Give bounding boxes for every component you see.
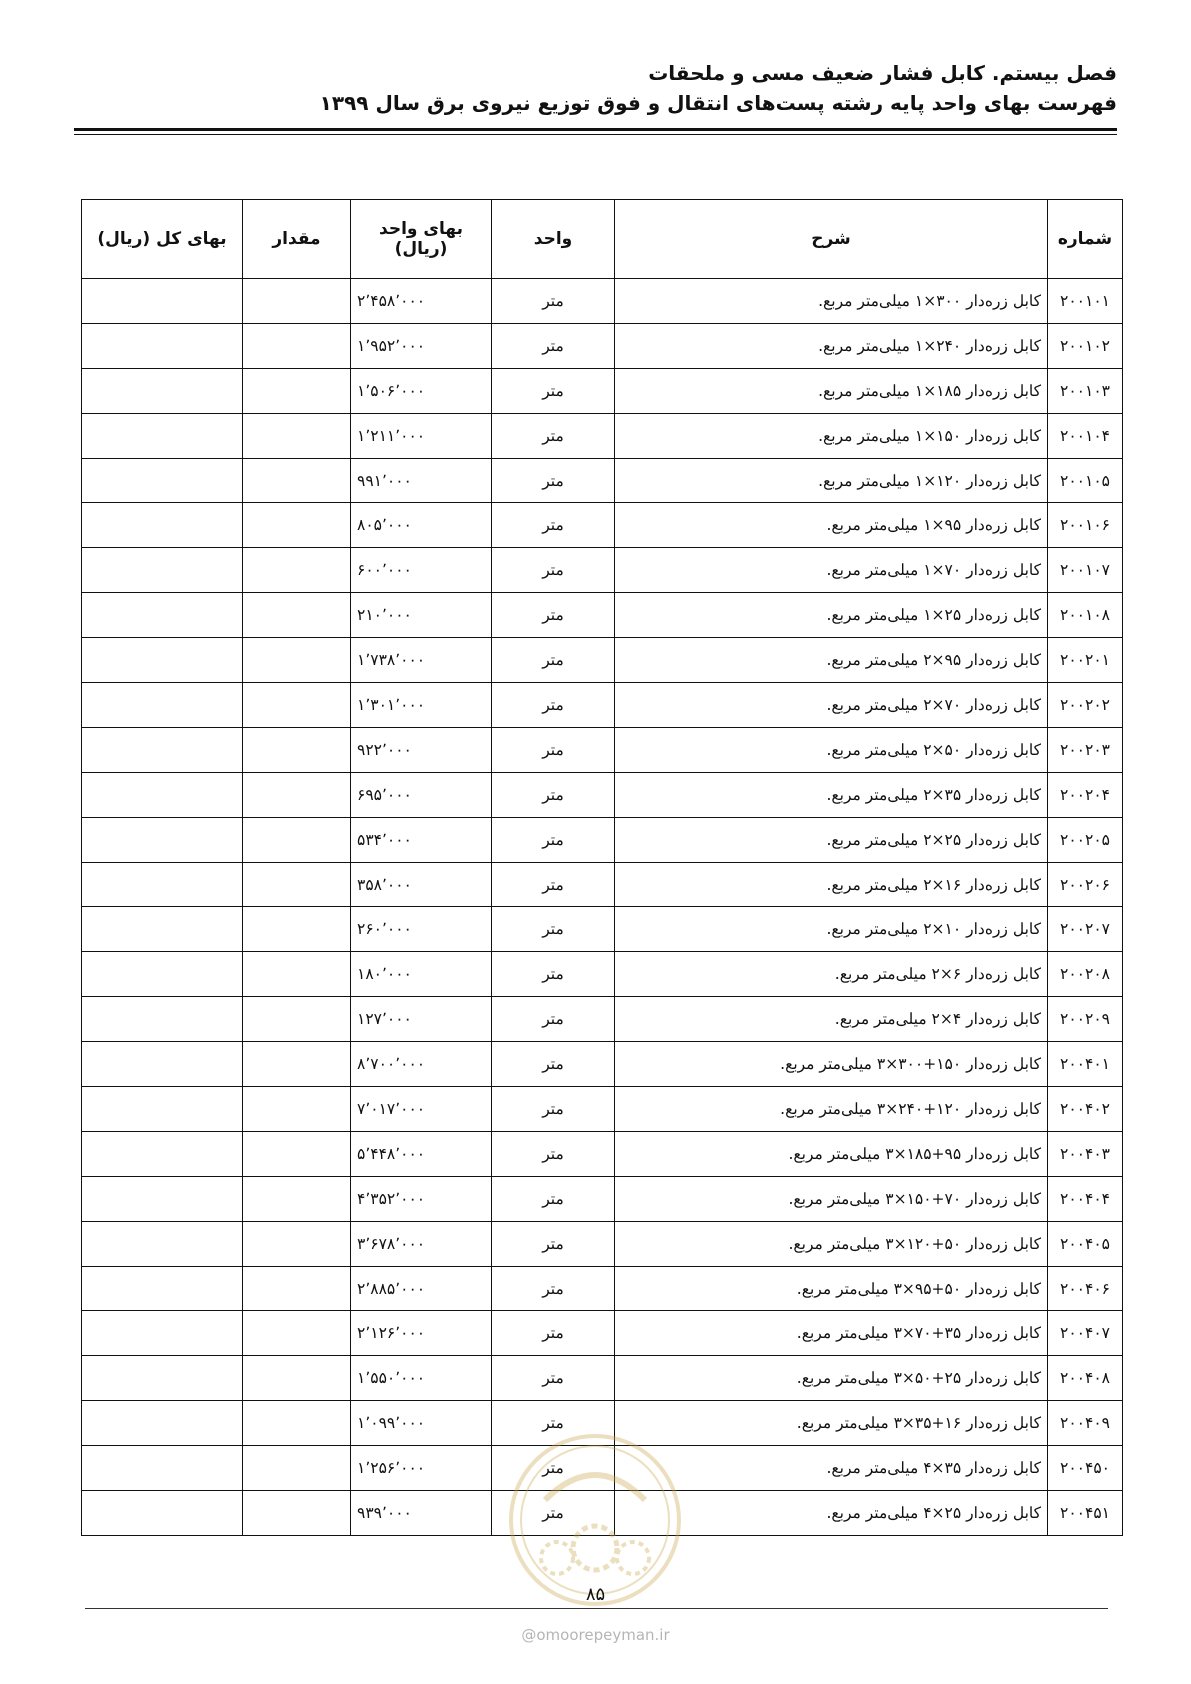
row-unit-price: ۲۶۰٬۰۰۰ — [351, 907, 492, 952]
row-unit-price: ۲٬۸۸۵٬۰۰۰ — [351, 1266, 492, 1311]
row-unit: متر — [492, 1176, 615, 1221]
row-unit-price: ۵٬۴۴۸٬۰۰۰ — [351, 1131, 492, 1176]
row-code: ۲۰۰۴۵۰ — [1048, 1446, 1123, 1491]
row-total-price — [82, 593, 243, 638]
row-unit-price: ۸٬۷۰۰٬۰۰۰ — [351, 1042, 492, 1087]
table-row — [82, 1221, 1123, 1266]
table-row — [82, 503, 1123, 548]
row-unit-price: ۵۳۴٬۰۰۰ — [351, 817, 492, 862]
row-code: ۲۰۰۴۰۱ — [1048, 1042, 1123, 1087]
page-number: ۸۵ — [585, 1584, 606, 1605]
row-unit-price: ۶۹۵٬۰۰۰ — [351, 772, 492, 817]
row-total-price — [82, 1491, 243, 1536]
row-code: ۲۰۰۴۰۴ — [1048, 1176, 1123, 1221]
row-total-price — [82, 1401, 243, 1446]
row-total-price — [82, 413, 243, 458]
row-unit-price: ۱٬۵۰۶٬۰۰۰ — [351, 368, 492, 413]
row-unit: متر — [492, 1401, 615, 1446]
row-total-price — [82, 323, 243, 368]
row-total-price — [82, 1087, 243, 1132]
row-description: کابل زره‌دار ۱۲۰+۲۴۰×۳ میلی‌متر مربع. — [615, 1087, 1048, 1132]
row-total-price — [82, 683, 243, 728]
row-quantity — [243, 1176, 351, 1221]
row-unit-price: ۹۳۹٬۰۰۰ — [351, 1491, 492, 1536]
row-total-price — [82, 907, 243, 952]
row-quantity — [243, 817, 351, 862]
row-unit-price: ۳٬۶۷۸٬۰۰۰ — [351, 1221, 492, 1266]
row-unit: متر — [492, 862, 615, 907]
row-code: ۲۰۰۱۰۱ — [1048, 279, 1123, 324]
row-unit-price: ۱٬۷۳۸٬۰۰۰ — [351, 638, 492, 683]
row-description: کابل زره‌دار ۷۰×۲ میلی‌متر مربع. — [615, 683, 1048, 728]
row-quantity — [243, 1266, 351, 1311]
row-unit-price: ۹۹۱٬۰۰۰ — [351, 458, 492, 503]
row-unit: متر — [492, 503, 615, 548]
table-row — [82, 548, 1123, 593]
row-unit-price: ۱٬۹۵۲٬۰۰۰ — [351, 323, 492, 368]
row-quantity — [243, 593, 351, 638]
row-unit: متر — [492, 1131, 615, 1176]
row-description: کابل زره‌دار ۴×۲ میلی‌متر مربع. — [615, 997, 1048, 1042]
row-description: کابل زره‌دار ۳۵×۲ میلی‌متر مربع. — [615, 772, 1048, 817]
table-row — [82, 1087, 1123, 1132]
row-unit: متر — [492, 279, 615, 324]
row-unit: متر — [492, 952, 615, 997]
row-code: ۲۰۰۴۰۸ — [1048, 1356, 1123, 1401]
row-quantity — [243, 727, 351, 772]
table-row — [82, 368, 1123, 413]
row-total-price — [82, 952, 243, 997]
table-row — [82, 862, 1123, 907]
row-unit: متر — [492, 1221, 615, 1266]
row-description: کابل زره‌دار ۲۴۰×۱ میلی‌متر مربع. — [615, 323, 1048, 368]
row-unit: متر — [492, 458, 615, 503]
row-code: ۲۰۰۴۰۲ — [1048, 1087, 1123, 1132]
row-description: کابل زره‌دار ۳۵+۷۰×۳ میلی‌متر مربع. — [615, 1311, 1048, 1356]
row-description: کابل زره‌دار ۱۶×۲ میلی‌متر مربع. — [615, 862, 1048, 907]
row-unit: متر — [492, 817, 615, 862]
table-row — [82, 997, 1123, 1042]
row-quantity — [243, 1356, 351, 1401]
row-code: ۲۰۰۲۰۸ — [1048, 952, 1123, 997]
row-quantity — [243, 1131, 351, 1176]
row-code: ۲۰۰۱۰۵ — [1048, 458, 1123, 503]
row-total-price — [82, 1311, 243, 1356]
table-row — [82, 1266, 1123, 1311]
row-unit: متر — [492, 683, 615, 728]
table-row — [82, 907, 1123, 952]
row-description: کابل زره‌دار ۹۵+۱۸۵×۳ میلی‌متر مربع. — [615, 1131, 1048, 1176]
header-unit-price — [351, 200, 492, 279]
row-quantity — [243, 1087, 351, 1132]
row-quantity — [243, 1491, 351, 1536]
watermark-text: @omoorepeyman.ir — [521, 1626, 670, 1644]
row-code: ۲۰۰۲۰۹ — [1048, 997, 1123, 1042]
table-row — [82, 817, 1123, 862]
row-quantity — [243, 1401, 351, 1446]
page-header — [67, 58, 1117, 118]
row-quantity — [243, 1446, 351, 1491]
row-description: کابل زره‌دار ۹۵×۱ میلی‌متر مربع. — [615, 503, 1048, 548]
row-unit-price: ۴٬۳۵۲٬۰۰۰ — [351, 1176, 492, 1221]
row-quantity — [243, 458, 351, 503]
table-row — [82, 458, 1123, 503]
row-unit-price: ۱٬۲۵۶٬۰۰۰ — [351, 1446, 492, 1491]
row-unit-price: ۳۵۸٬۰۰۰ — [351, 862, 492, 907]
row-description: کابل زره‌دار ۷۰+۱۵۰×۳ میلی‌متر مربع. — [615, 1176, 1048, 1221]
table-row — [82, 593, 1123, 638]
row-code: ۲۰۰۲۰۱ — [1048, 638, 1123, 683]
row-unit-price: ۸۰۵٬۰۰۰ — [351, 503, 492, 548]
row-quantity — [243, 638, 351, 683]
header-description: شرح — [615, 200, 1048, 279]
table-row — [82, 413, 1123, 458]
row-unit-price: ۲٬۱۲۶٬۰۰۰ — [351, 1311, 492, 1356]
row-total-price — [82, 368, 243, 413]
row-total-price — [82, 1446, 243, 1491]
row-description: کابل زره‌دار ۱۸۵×۱ میلی‌متر مربع. — [615, 368, 1048, 413]
row-code: ۲۰۰۱۰۳ — [1048, 368, 1123, 413]
row-unit: متر — [492, 323, 615, 368]
row-description: کابل زره‌دار ۵۰×۲ میلی‌متر مربع. — [615, 727, 1048, 772]
row-quantity — [243, 772, 351, 817]
row-code: ۲۰۰۴۰۷ — [1048, 1311, 1123, 1356]
row-unit-price: ۶۰۰٬۰۰۰ — [351, 548, 492, 593]
row-code: ۲۰۰۲۰۴ — [1048, 772, 1123, 817]
table-row — [82, 1356, 1123, 1401]
row-description: کابل زره‌دار ۲۵×۱ میلی‌متر مربع. — [615, 593, 1048, 638]
row-quantity — [243, 1221, 351, 1266]
table-body — [82, 279, 1123, 1536]
row-total-price — [82, 1042, 243, 1087]
row-unit: متر — [492, 772, 615, 817]
row-quantity — [243, 413, 351, 458]
header-total-price: بهای کل (ریال) — [82, 200, 243, 279]
table-row — [82, 323, 1123, 368]
row-unit-price: ۱٬۵۵۰٬۰۰۰ — [351, 1356, 492, 1401]
row-unit: متر — [492, 1491, 615, 1536]
row-quantity — [243, 862, 351, 907]
seal-logo-icon — [505, 1430, 685, 1610]
row-code: ۲۰۰۴۰۹ — [1048, 1401, 1123, 1446]
row-code: ۲۰۰۲۰۶ — [1048, 862, 1123, 907]
row-code: ۲۰۰۴۰۶ — [1048, 1266, 1123, 1311]
row-total-price — [82, 1131, 243, 1176]
row-unit: متر — [492, 413, 615, 458]
row-total-price — [82, 1176, 243, 1221]
row-unit: متر — [492, 1356, 615, 1401]
table-row — [82, 638, 1123, 683]
row-quantity — [243, 683, 351, 728]
header-rule-thick — [74, 128, 1117, 131]
row-code: ۲۰۰۲۰۲ — [1048, 683, 1123, 728]
row-description: کابل زره‌دار ۲۵+۵۰×۳ میلی‌متر مربع. — [615, 1356, 1048, 1401]
row-code: ۲۰۰۱۰۸ — [1048, 593, 1123, 638]
row-unit-price: ۹۲۲٬۰۰۰ — [351, 727, 492, 772]
row-quantity — [243, 503, 351, 548]
row-total-price — [82, 458, 243, 503]
row-description: کابل زره‌دار ۱۰×۲ میلی‌متر مربع. — [615, 907, 1048, 952]
row-total-price — [82, 1356, 243, 1401]
row-unit: متر — [492, 548, 615, 593]
row-total-price — [82, 862, 243, 907]
table-row — [82, 1131, 1123, 1176]
row-code: ۲۰۰۴۰۵ — [1048, 1221, 1123, 1266]
row-code: ۲۰۰۲۰۳ — [1048, 727, 1123, 772]
row-code: ۲۰۰۲۰۵ — [1048, 817, 1123, 862]
row-total-price — [82, 638, 243, 683]
row-quantity — [243, 279, 351, 324]
row-code: ۲۰۰۲۰۷ — [1048, 907, 1123, 952]
row-unit-price: ۲۱۰٬۰۰۰ — [351, 593, 492, 638]
row-description: کابل زره‌دار ۲۵×۴ میلی‌متر مربع. — [615, 1491, 1048, 1536]
row-total-price — [82, 817, 243, 862]
row-quantity — [243, 952, 351, 997]
row-unit: متر — [492, 1311, 615, 1356]
row-unit-price: ۱۲۷٬۰۰۰ — [351, 997, 492, 1042]
row-description: کابل زره‌دار ۶×۲ میلی‌متر مربع. — [615, 952, 1048, 997]
row-description: کابل زره‌دار ۱۵۰+۳۰۰×۳ میلی‌متر مربع. — [615, 1042, 1048, 1087]
row-unit-price: ۱٬۲۱۱٬۰۰۰ — [351, 413, 492, 458]
row-unit: متر — [492, 1266, 615, 1311]
row-quantity — [243, 548, 351, 593]
row-quantity — [243, 907, 351, 952]
row-unit-price: ۱۸۰٬۰۰۰ — [351, 952, 492, 997]
row-total-price — [82, 279, 243, 324]
row-unit: متر — [492, 997, 615, 1042]
row-description: کابل زره‌دار ۵۰+۹۵×۳ میلی‌متر مربع. — [615, 1266, 1048, 1311]
row-description: کابل زره‌دار ۷۰×۱ میلی‌متر مربع. — [615, 548, 1048, 593]
row-quantity — [243, 368, 351, 413]
row-unit-price: ۲٬۴۵۸٬۰۰۰ — [351, 279, 492, 324]
row-code: ۲۰۰۱۰۲ — [1048, 323, 1123, 368]
table-row — [82, 1176, 1123, 1221]
row-description: کابل زره‌دار ۱۶+۳۵×۳ میلی‌متر مربع. — [615, 1401, 1048, 1446]
row-total-price — [82, 503, 243, 548]
header-unit-price-line1: بهای واحد — [379, 219, 463, 239]
row-description: کابل زره‌دار ۲۵×۲ میلی‌متر مربع. — [615, 817, 1048, 862]
row-total-price — [82, 772, 243, 817]
row-unit: متر — [492, 1446, 615, 1491]
table-row — [82, 279, 1123, 324]
row-unit-price: ۱٬۳۰۱٬۰۰۰ — [351, 683, 492, 728]
table-row — [82, 1042, 1123, 1087]
row-description: کابل زره‌دار ۳۰۰×۱ میلی‌متر مربع. — [615, 279, 1048, 324]
table-header-row — [82, 200, 1123, 279]
row-quantity — [243, 997, 351, 1042]
table-row — [82, 1311, 1123, 1356]
row-description: کابل زره‌دار ۵۰+۱۲۰×۳ میلی‌متر مربع. — [615, 1221, 1048, 1266]
row-description: کابل زره‌دار ۱۵۰×۱ میلی‌متر مربع. — [615, 413, 1048, 458]
header-rule-thin — [74, 134, 1117, 135]
table-row — [82, 727, 1123, 772]
header-unit-price-line2: (ریال) — [394, 239, 448, 259]
document-title: فهرست بهای واحد پایه رشته پست‌های انتقال و فوق توزیع نیروی برق سال ۱۳۹۹ — [319, 91, 1117, 115]
row-unit-price: ۷٬۰۱۷٬۰۰۰ — [351, 1087, 492, 1132]
row-unit: متر — [492, 593, 615, 638]
header-code: شماره — [1048, 200, 1123, 279]
row-unit: متر — [492, 907, 615, 952]
row-unit: متر — [492, 638, 615, 683]
row-total-price — [82, 997, 243, 1042]
footer-rule — [85, 1608, 1108, 1609]
row-description: کابل زره‌دار ۱۲۰×۱ میلی‌متر مربع. — [615, 458, 1048, 503]
row-unit: متر — [492, 1087, 615, 1132]
row-total-price — [82, 727, 243, 772]
row-code: ۲۰۰۱۰۶ — [1048, 503, 1123, 548]
header-quantity: مقدار — [243, 200, 351, 279]
row-total-price — [82, 1266, 243, 1311]
table-row — [82, 772, 1123, 817]
row-code: ۲۰۰۱۰۴ — [1048, 413, 1123, 458]
row-unit-price: ۱٬۰۹۹٬۰۰۰ — [351, 1401, 492, 1446]
chapter-title: فصل بیستم. کابل فشار ضعیف مسی و ملحقات — [648, 61, 1117, 85]
price-table — [81, 199, 1123, 1536]
row-description: کابل زره‌دار ۹۵×۲ میلی‌متر مربع. — [615, 638, 1048, 683]
row-code: ۲۰۰۴۵۱ — [1048, 1491, 1123, 1536]
row-code: ۲۰۰۱۰۷ — [1048, 548, 1123, 593]
header-unit: واحد — [492, 200, 615, 279]
row-total-price — [82, 1221, 243, 1266]
row-code: ۲۰۰۴۰۳ — [1048, 1131, 1123, 1176]
row-quantity — [243, 1042, 351, 1087]
row-unit: متر — [492, 368, 615, 413]
row-description: کابل زره‌دار ۳۵×۴ میلی‌متر مربع. — [615, 1446, 1048, 1491]
row-quantity — [243, 1311, 351, 1356]
row-unit: متر — [492, 727, 615, 772]
table-row — [82, 683, 1123, 728]
row-unit: متر — [492, 1042, 615, 1087]
table-row — [82, 952, 1123, 997]
row-quantity — [243, 323, 351, 368]
row-total-price — [82, 548, 243, 593]
